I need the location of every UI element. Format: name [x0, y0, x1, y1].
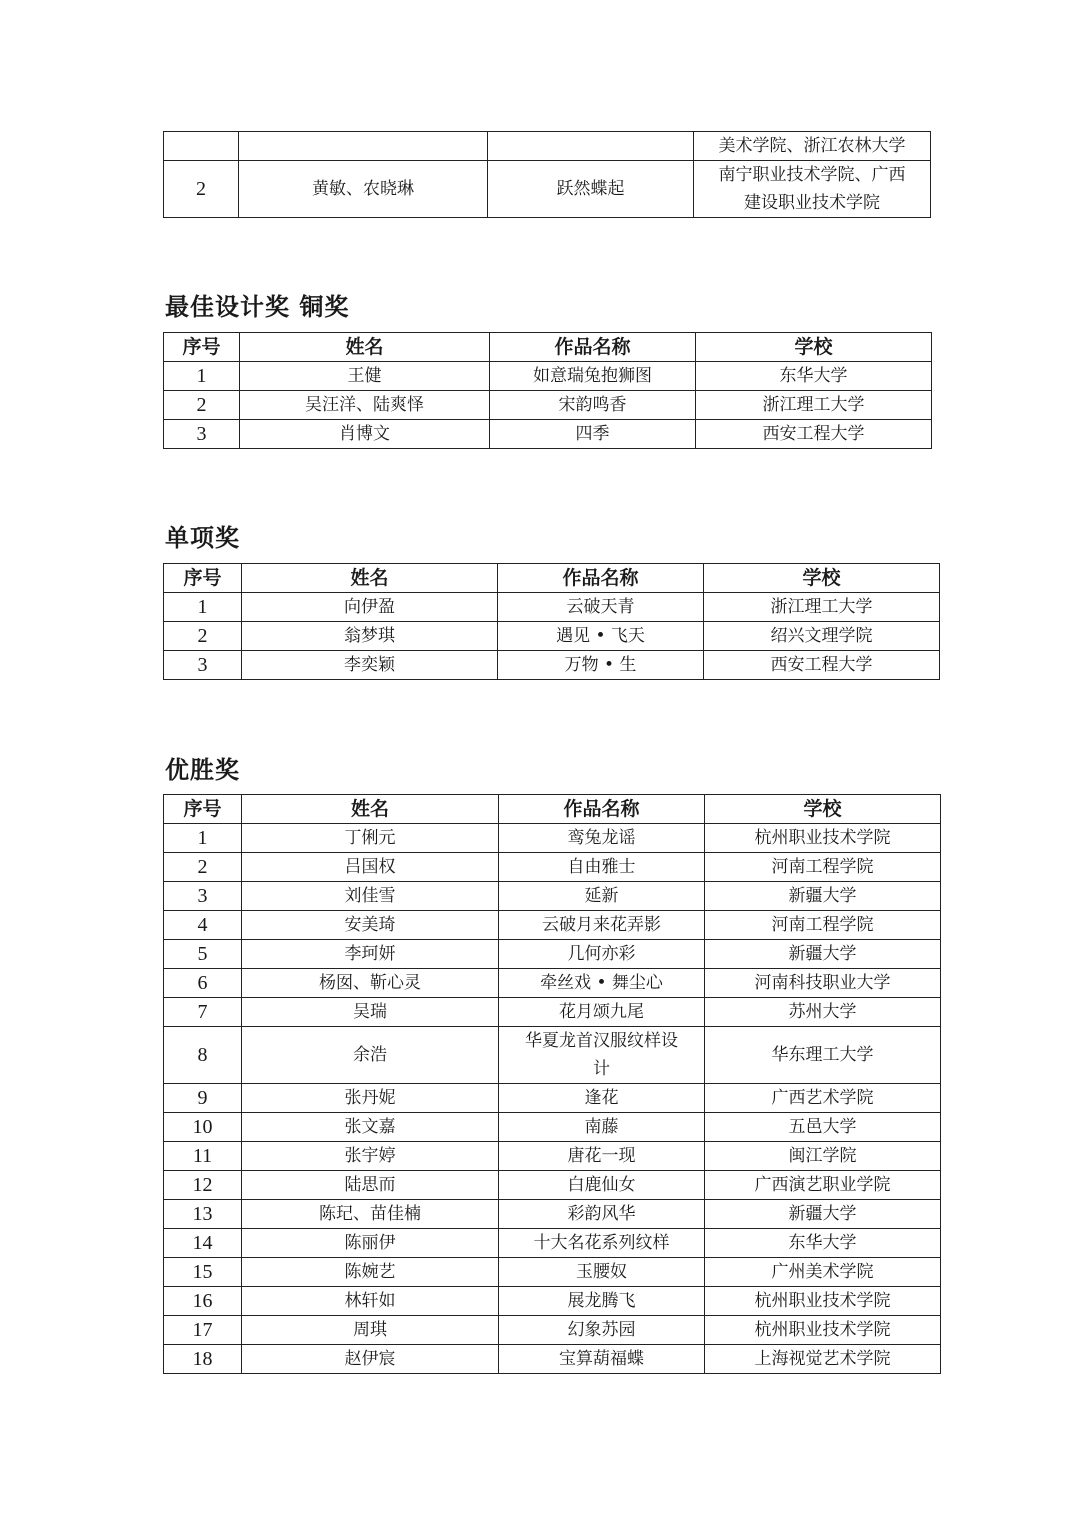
cell-work: [488, 132, 694, 161]
cell-name: 李珂妍: [242, 940, 499, 969]
cell-name: 陈玘、苗佳楠: [242, 1200, 499, 1229]
cell-work: 遇见 • 飞天: [498, 622, 704, 651]
cell-school: [694, 161, 931, 218]
cell-no: 10: [164, 1113, 242, 1142]
cell-no: 1: [164, 593, 242, 622]
table-header-row: [164, 795, 941, 824]
cell-work: 宋韵鸣香: [490, 391, 696, 420]
cell-name: 赵伊宸: [242, 1345, 499, 1374]
table-row: [164, 1287, 941, 1316]
table-row: [164, 593, 940, 622]
table-row: [164, 824, 941, 853]
cell-school: 河南工程学院: [705, 853, 941, 882]
cell-name: 李奕颖: [242, 651, 498, 680]
cell-no: 18: [164, 1345, 242, 1374]
school-line-1: 南宁职业技术学院、广西: [718, 165, 906, 185]
cell-name: 黄敏、农晓琳: [239, 161, 488, 218]
header-work: 作品名称: [490, 333, 696, 362]
cell-school: 广西艺术学院: [705, 1084, 941, 1113]
header-no: 序号: [164, 564, 242, 593]
cell-no: 12: [164, 1171, 242, 1200]
cell-no: 13: [164, 1200, 242, 1229]
section-title-single: 单项奖: [165, 524, 240, 552]
cell-work: 幻象苏园: [499, 1316, 705, 1345]
table-row: [164, 911, 941, 940]
cell-work: 宝算葫福蝶: [499, 1345, 705, 1374]
cell-school: 苏州大学: [705, 998, 941, 1027]
table-row: [164, 1027, 941, 1084]
cell-name: 杨囡、靳心灵: [242, 969, 499, 998]
table-row: [164, 998, 941, 1027]
table-row: [164, 362, 932, 391]
cell-no: 1: [164, 362, 240, 391]
table-row: [164, 1113, 941, 1142]
cell-school: 杭州职业技术学院: [705, 1316, 941, 1345]
continued-award-table: [163, 131, 931, 218]
table-row: [164, 651, 940, 680]
cell-work: 万物 • 生: [498, 651, 704, 680]
cell-school: 广西演艺职业学院: [705, 1171, 941, 1200]
cell-name: 张宇婷: [242, 1142, 499, 1171]
cell-no: 2: [164, 622, 242, 651]
cell-school: 闽江学院: [705, 1142, 941, 1171]
table-header-row: [164, 564, 940, 593]
table-header-row: [164, 333, 932, 362]
cell-work: 云破月来花弄影: [499, 911, 705, 940]
cell-school: 五邑大学: [705, 1113, 941, 1142]
cell-no: 3: [164, 651, 242, 680]
cell-name: 吴汪洋、陆爽怿: [240, 391, 490, 420]
cell-school: 绍兴文理学院: [704, 622, 940, 651]
cell-work: 展龙腾飞: [499, 1287, 705, 1316]
cell-school: 东华大学: [696, 362, 932, 391]
cell-name: 翁梦琪: [242, 622, 498, 651]
cell-name: 林轩如: [242, 1287, 499, 1316]
cell-work: 牵丝戏 • 舞尘心: [499, 969, 705, 998]
cell-work: 彩韵风华: [499, 1200, 705, 1229]
cell-no: 17: [164, 1316, 242, 1345]
cell-work: 唐花一现: [499, 1142, 705, 1171]
cell-school: 河南工程学院: [705, 911, 941, 940]
cell-work: [499, 1027, 705, 1084]
work-line-2: 计: [593, 1059, 610, 1079]
cell-school: 美术学院、浙江农林大学: [694, 132, 931, 161]
cell-school: 河南科技职业大学: [705, 969, 941, 998]
cell-no: 3: [164, 420, 240, 449]
table-row: [164, 1229, 941, 1258]
cell-work: 自由雅士: [499, 853, 705, 882]
header-work: 作品名称: [499, 795, 705, 824]
cell-school: 上海视觉艺术学院: [705, 1345, 941, 1374]
section-title-bronze: 最佳设计奖 铜奖: [165, 293, 350, 321]
cell-no: [164, 132, 239, 161]
single-award-table: [163, 563, 940, 680]
cell-name: 吕国权: [242, 853, 499, 882]
table-row: [164, 940, 941, 969]
cell-no: 15: [164, 1258, 242, 1287]
cell-school: 西安工程大学: [696, 420, 932, 449]
cell-no: 1: [164, 824, 242, 853]
cell-no: 14: [164, 1229, 242, 1258]
cell-work: 几何亦彩: [499, 940, 705, 969]
cell-name: 周琪: [242, 1316, 499, 1345]
header-school: 学校: [696, 333, 932, 362]
cell-name: 陈丽伊: [242, 1229, 499, 1258]
cell-work: 白鹿仙女: [499, 1171, 705, 1200]
table-row: [164, 622, 940, 651]
cell-name: 陈婉艺: [242, 1258, 499, 1287]
header-name: 姓名: [242, 795, 499, 824]
cell-school: 杭州职业技术学院: [705, 1287, 941, 1316]
header-school: 学校: [705, 795, 941, 824]
header-school: 学校: [704, 564, 940, 593]
cell-name: 陆思而: [242, 1171, 499, 1200]
cell-no: 4: [164, 911, 242, 940]
table-row: [164, 1084, 941, 1113]
cell-work: 跃然蝶起: [488, 161, 694, 218]
cell-no: 2: [164, 391, 240, 420]
cell-work: 如意瑞兔抱狮图: [490, 362, 696, 391]
header-no: 序号: [164, 795, 242, 824]
cell-name: 肖博文: [240, 420, 490, 449]
cell-school: 广州美术学院: [705, 1258, 941, 1287]
table-row: [164, 1171, 941, 1200]
bronze-award-table: [163, 332, 932, 449]
cell-no: 9: [164, 1084, 242, 1113]
cell-name: 刘佳雪: [242, 882, 499, 911]
table-row: [164, 161, 931, 218]
cell-name: 余浩: [242, 1027, 499, 1084]
school-line-2: 建设职业技术学院: [744, 193, 880, 213]
cell-name: 张文嘉: [242, 1113, 499, 1142]
table-row: [164, 1316, 941, 1345]
cell-no: 5: [164, 940, 242, 969]
cell-name: 安美琦: [242, 911, 499, 940]
cell-no: 6: [164, 969, 242, 998]
cell-work: 十大名花系列纹样: [499, 1229, 705, 1258]
cell-work: 云破天青: [498, 593, 704, 622]
cell-no: 7: [164, 998, 242, 1027]
cell-name: 王健: [240, 362, 490, 391]
cell-work: 鸾兔龙谣: [499, 824, 705, 853]
work-line-1: 华夏龙首汉服纹样设: [525, 1031, 678, 1051]
cell-school: 新疆大学: [705, 1200, 941, 1229]
cell-work: 逢花: [499, 1084, 705, 1113]
cell-work: 延新: [499, 882, 705, 911]
header-name: 姓名: [242, 564, 498, 593]
cell-work: 四季: [490, 420, 696, 449]
cell-work: 玉腰奴: [499, 1258, 705, 1287]
cell-school: 西安工程大学: [704, 651, 940, 680]
table-row: [164, 1200, 941, 1229]
cell-name: 向伊盈: [242, 593, 498, 622]
table-row: [164, 1142, 941, 1171]
cell-name: 吴瑞: [242, 998, 499, 1027]
cell-no: 3: [164, 882, 242, 911]
header-no: 序号: [164, 333, 240, 362]
section-title-excellence: 优胜奖: [165, 756, 240, 784]
table-row: [164, 132, 931, 161]
cell-no: 8: [164, 1027, 242, 1084]
cell-no: 11: [164, 1142, 242, 1171]
cell-school: 浙江理工大学: [696, 391, 932, 420]
table-row: [164, 969, 941, 998]
cell-school: 新疆大学: [705, 940, 941, 969]
table-row: [164, 420, 932, 449]
cell-name: [239, 132, 488, 161]
table-row: [164, 391, 932, 420]
header-name: 姓名: [240, 333, 490, 362]
cell-school: 东华大学: [705, 1229, 941, 1258]
table-row: [164, 853, 941, 882]
table-row: [164, 1258, 941, 1287]
cell-name: 张丹妮: [242, 1084, 499, 1113]
cell-school: 浙江理工大学: [704, 593, 940, 622]
header-work: 作品名称: [498, 564, 704, 593]
table-row: [164, 882, 941, 911]
cell-work: 南藤: [499, 1113, 705, 1142]
excellence-award-table: [163, 794, 941, 1374]
cell-no: 2: [164, 161, 239, 218]
cell-school: 杭州职业技术学院: [705, 824, 941, 853]
cell-school: 新疆大学: [705, 882, 941, 911]
cell-school: 华东理工大学: [705, 1027, 941, 1084]
cell-name: 丁俐元: [242, 824, 499, 853]
cell-work: 花月颂九尾: [499, 998, 705, 1027]
cell-no: 16: [164, 1287, 242, 1316]
cell-no: 2: [164, 853, 242, 882]
table-row: [164, 1345, 941, 1374]
